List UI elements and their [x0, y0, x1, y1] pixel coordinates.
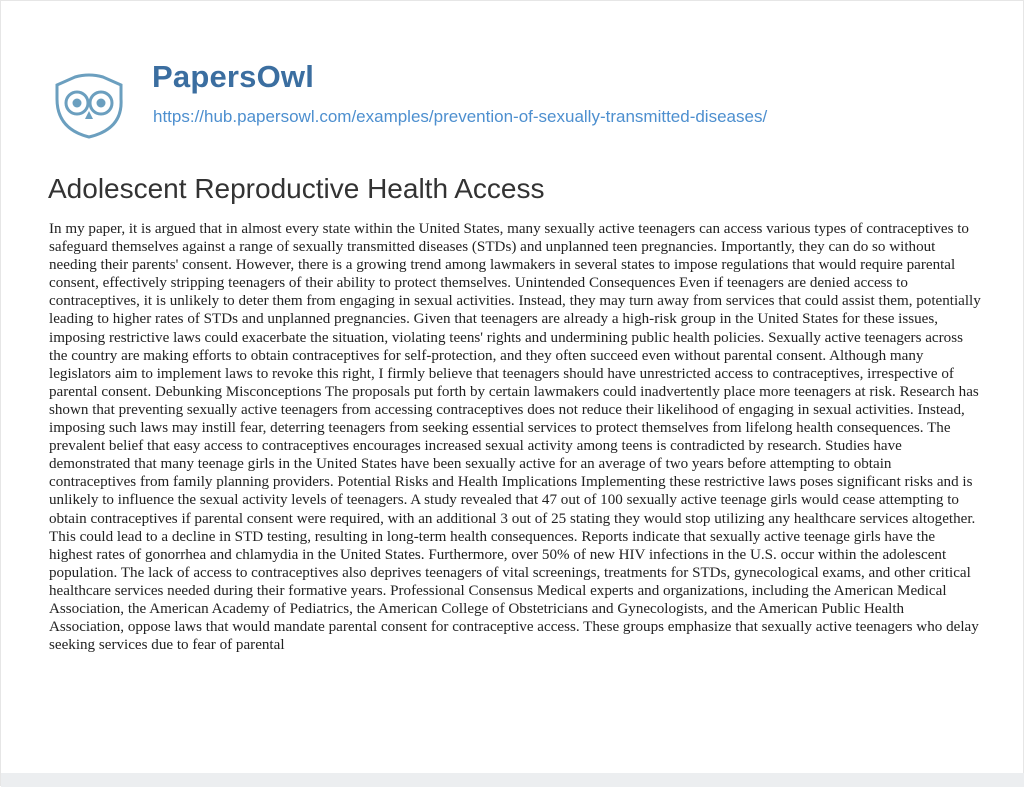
document-title: Adolescent Reproductive Health Access [48, 173, 545, 204]
header [1, 1, 1024, 151]
owl-logo-icon[interactable] [49, 69, 139, 141]
bottom-bar [1, 773, 1024, 787]
brand-name[interactable]: PapersOwl [152, 59, 315, 94]
document-body: In my paper, it is argued that in almost every state within the United States, many sexually active teenagers can access various types of contraceptives to safeguard themselves against a range of sexually transmitted diseases (STDs) and unplanned teen pregnancies. Importantly, they can do so without needing their parents' consent. However, there is a growing trend among lawmakers in several states to impose regulations that would require parental consent, effectively stripping teenagers of their ability to protect themselves. Unintended Consequences Even if teenagers are denied access to contraceptives, it is unlikely to deter them from engaging in sexual activities. Instead, they may turn away from services that could assist them, potentially leading to higher rates of STDs and unplanned pregnancies. Given that teenagers are already a high-risk group in the United States for these issues, imposing restrictive laws could exacerbate the situation, violating teens' rights and undermining public health policies. Sexually active teenagers across the country are making efforts to obtain contraceptives for self-protection, and they often succeed even without parental consent. Although many legislators aim to implement laws to revoke this right, I firmly believe that teenagers should have unrestricted access to contraceptives, irrespective of parental consent. Debunking Misconceptions The proposals put forth by certain lawmakers could inadvertently place more teenagers at risk. Research has shown that preventing sexually active teenagers from accessing contraceptives does not reduce their likelihood of engaging in sexual activities. Instead, imposing such laws may instill fear, deterring teenagers from seeking essential services to protect themselves from lifelong health consequences. The prevalent belief that easy access to contraceptives encourages increased sexual activity among teens is contradicted by research. Studies have demonstrated that many teenage girls in the United States have been sexually active for an average of two years before attempting to obtain contraceptives from family planning providers. Potential Risks and Health Implications Implementing these restrictive laws poses significant risks and is unlikely to influence the sexual activity levels of teenagers. A study revealed that 47 out of 100 sexually active teenage girls would cease attempting to obtain contraceptives if parental consent were required, with an additional 3 out of 25 stating they would stop utilizing any healthcare services altogether. This could lead to a decline in STD testing, resulting in long-term health consequences. Reports indicate that sexually active teenage girls have the highest rates of gonorrhea and chlamydia in the United States. Furthermore, over 50% of new HIV infections in the U.S. occur within the adolescent population. The lack of access to contraceptives also deprives teenagers of vital screenings, treatments for STDs, gynecological exams, and other critical healthcare services needed during their formative years. Professional Consensus Medical experts and organizations, including the American Medical Association, the American Academy of Pediatrics, the American College of Obstetricians and Gynecologists, and the American Public Health Association, oppose laws that would mandate parental consent for contraceptive access. These groups emphasize that sexually active teenagers who delay seeking services due to fear of parental [49, 221, 981, 654]
source-url-link[interactable]: https://hub.papersowl.com/examples/prevention-of-sexually-transmitted-diseases/ [153, 107, 768, 126]
